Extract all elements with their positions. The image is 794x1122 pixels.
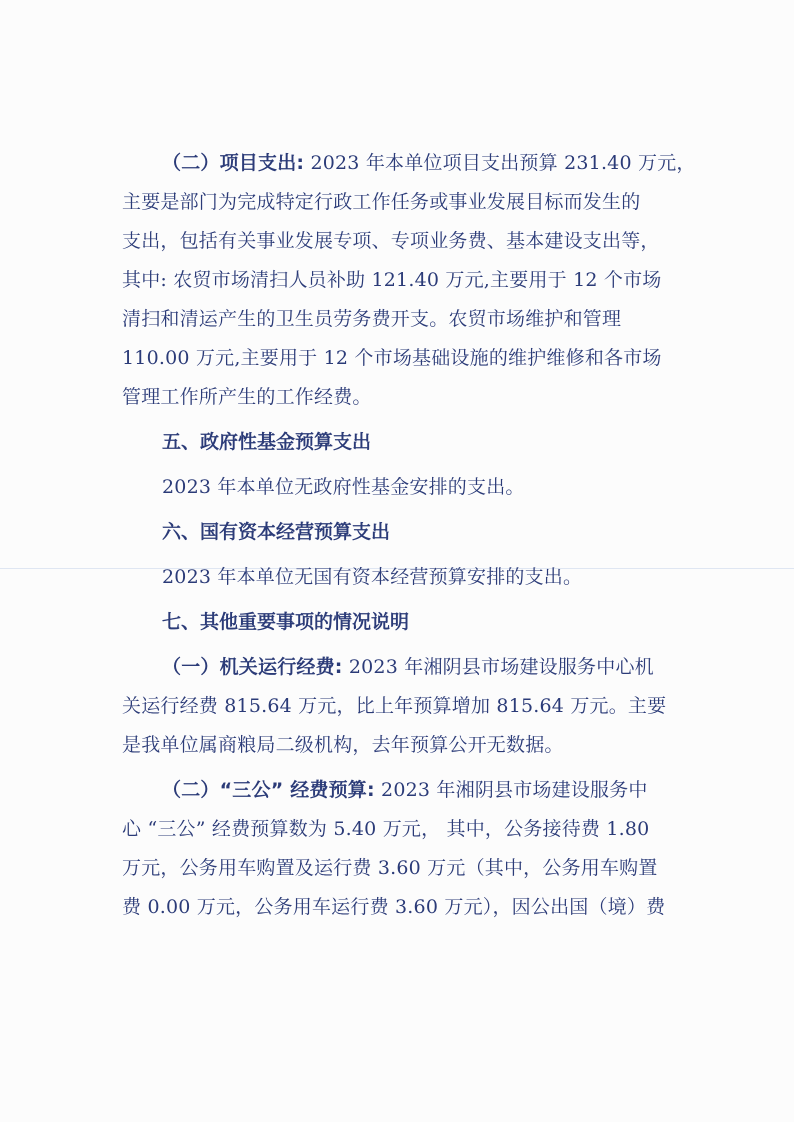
paragraph-line: 2023 年本单位无国有资本经营预算安排的支出。 (162, 566, 583, 588)
paragraph-text: 2023 年本单位项目支出预算 231.40 万元， (304, 152, 696, 174)
document-body (122, 144, 696, 927)
paragraph-lead: （二）“三公” 经费预算: (162, 779, 375, 801)
paragraph-line: 清扫和清运产生的卫生员劳务费开支。农贸市场维护和管理 (122, 308, 622, 330)
paragraph-line: 其中: 农贸市场清扫人员补助 121.40 万元,主要用于 12 个市场 (122, 269, 662, 291)
paragraph-line: 2023 年本单位无政府性基金安排的支出。 (162, 476, 525, 498)
paragraph-line (122, 144, 696, 183)
paragraph-text: 2023 年湘阴县市场建设服务中心机 (342, 656, 654, 678)
paragraph-line: 是我单位属商粮局二级机构，去年预算公开无数据。 (122, 734, 564, 756)
paragraph-line: 110.00 万元,主要用于 12 个市场基础设施的维护维修和各市场 (122, 347, 662, 369)
paragraph-line: 费 0.00 万元，公务用车运行费 3.60 万元），因公出国（境）费 (122, 896, 666, 918)
section-heading: 五、政府性基金预算支出 (162, 431, 372, 453)
paragraph-line: 管理工作所产生的工作经费。 (122, 386, 372, 408)
paragraph-text: 2023 年湘阴县市场建设服务中 (374, 779, 648, 801)
paragraph-lead: （二）项目支出: (162, 152, 305, 174)
paragraph-line (122, 771, 682, 810)
section-heading: 六、国有资本经营预算支出 (162, 521, 391, 543)
paragraph-line: 支出，包括有关事业发展专项、专项业务费、基本建设支出等， (122, 230, 660, 252)
paragraph-line (122, 648, 682, 687)
paragraph-line: 关运行经费 815.64 万元，比上年预算增加 815.64 万元。主要 (122, 695, 667, 717)
paragraph-line: 心 “三公” 经费预算数为 5.40 万元， 其中，公务接待费 1.80 (122, 818, 650, 840)
paragraph-lead: （一）机关运行经费: (162, 656, 343, 678)
paragraph-line: 万元，公务用车购置及运行费 3.60 万元（其中，公务用车购置 (122, 857, 658, 879)
paragraph-line: 主要是部门为完成特定行政工作任务或事业发展目标而发生的 (122, 191, 641, 213)
section-heading: 七、其他重要事项的情况说明 (162, 611, 410, 633)
